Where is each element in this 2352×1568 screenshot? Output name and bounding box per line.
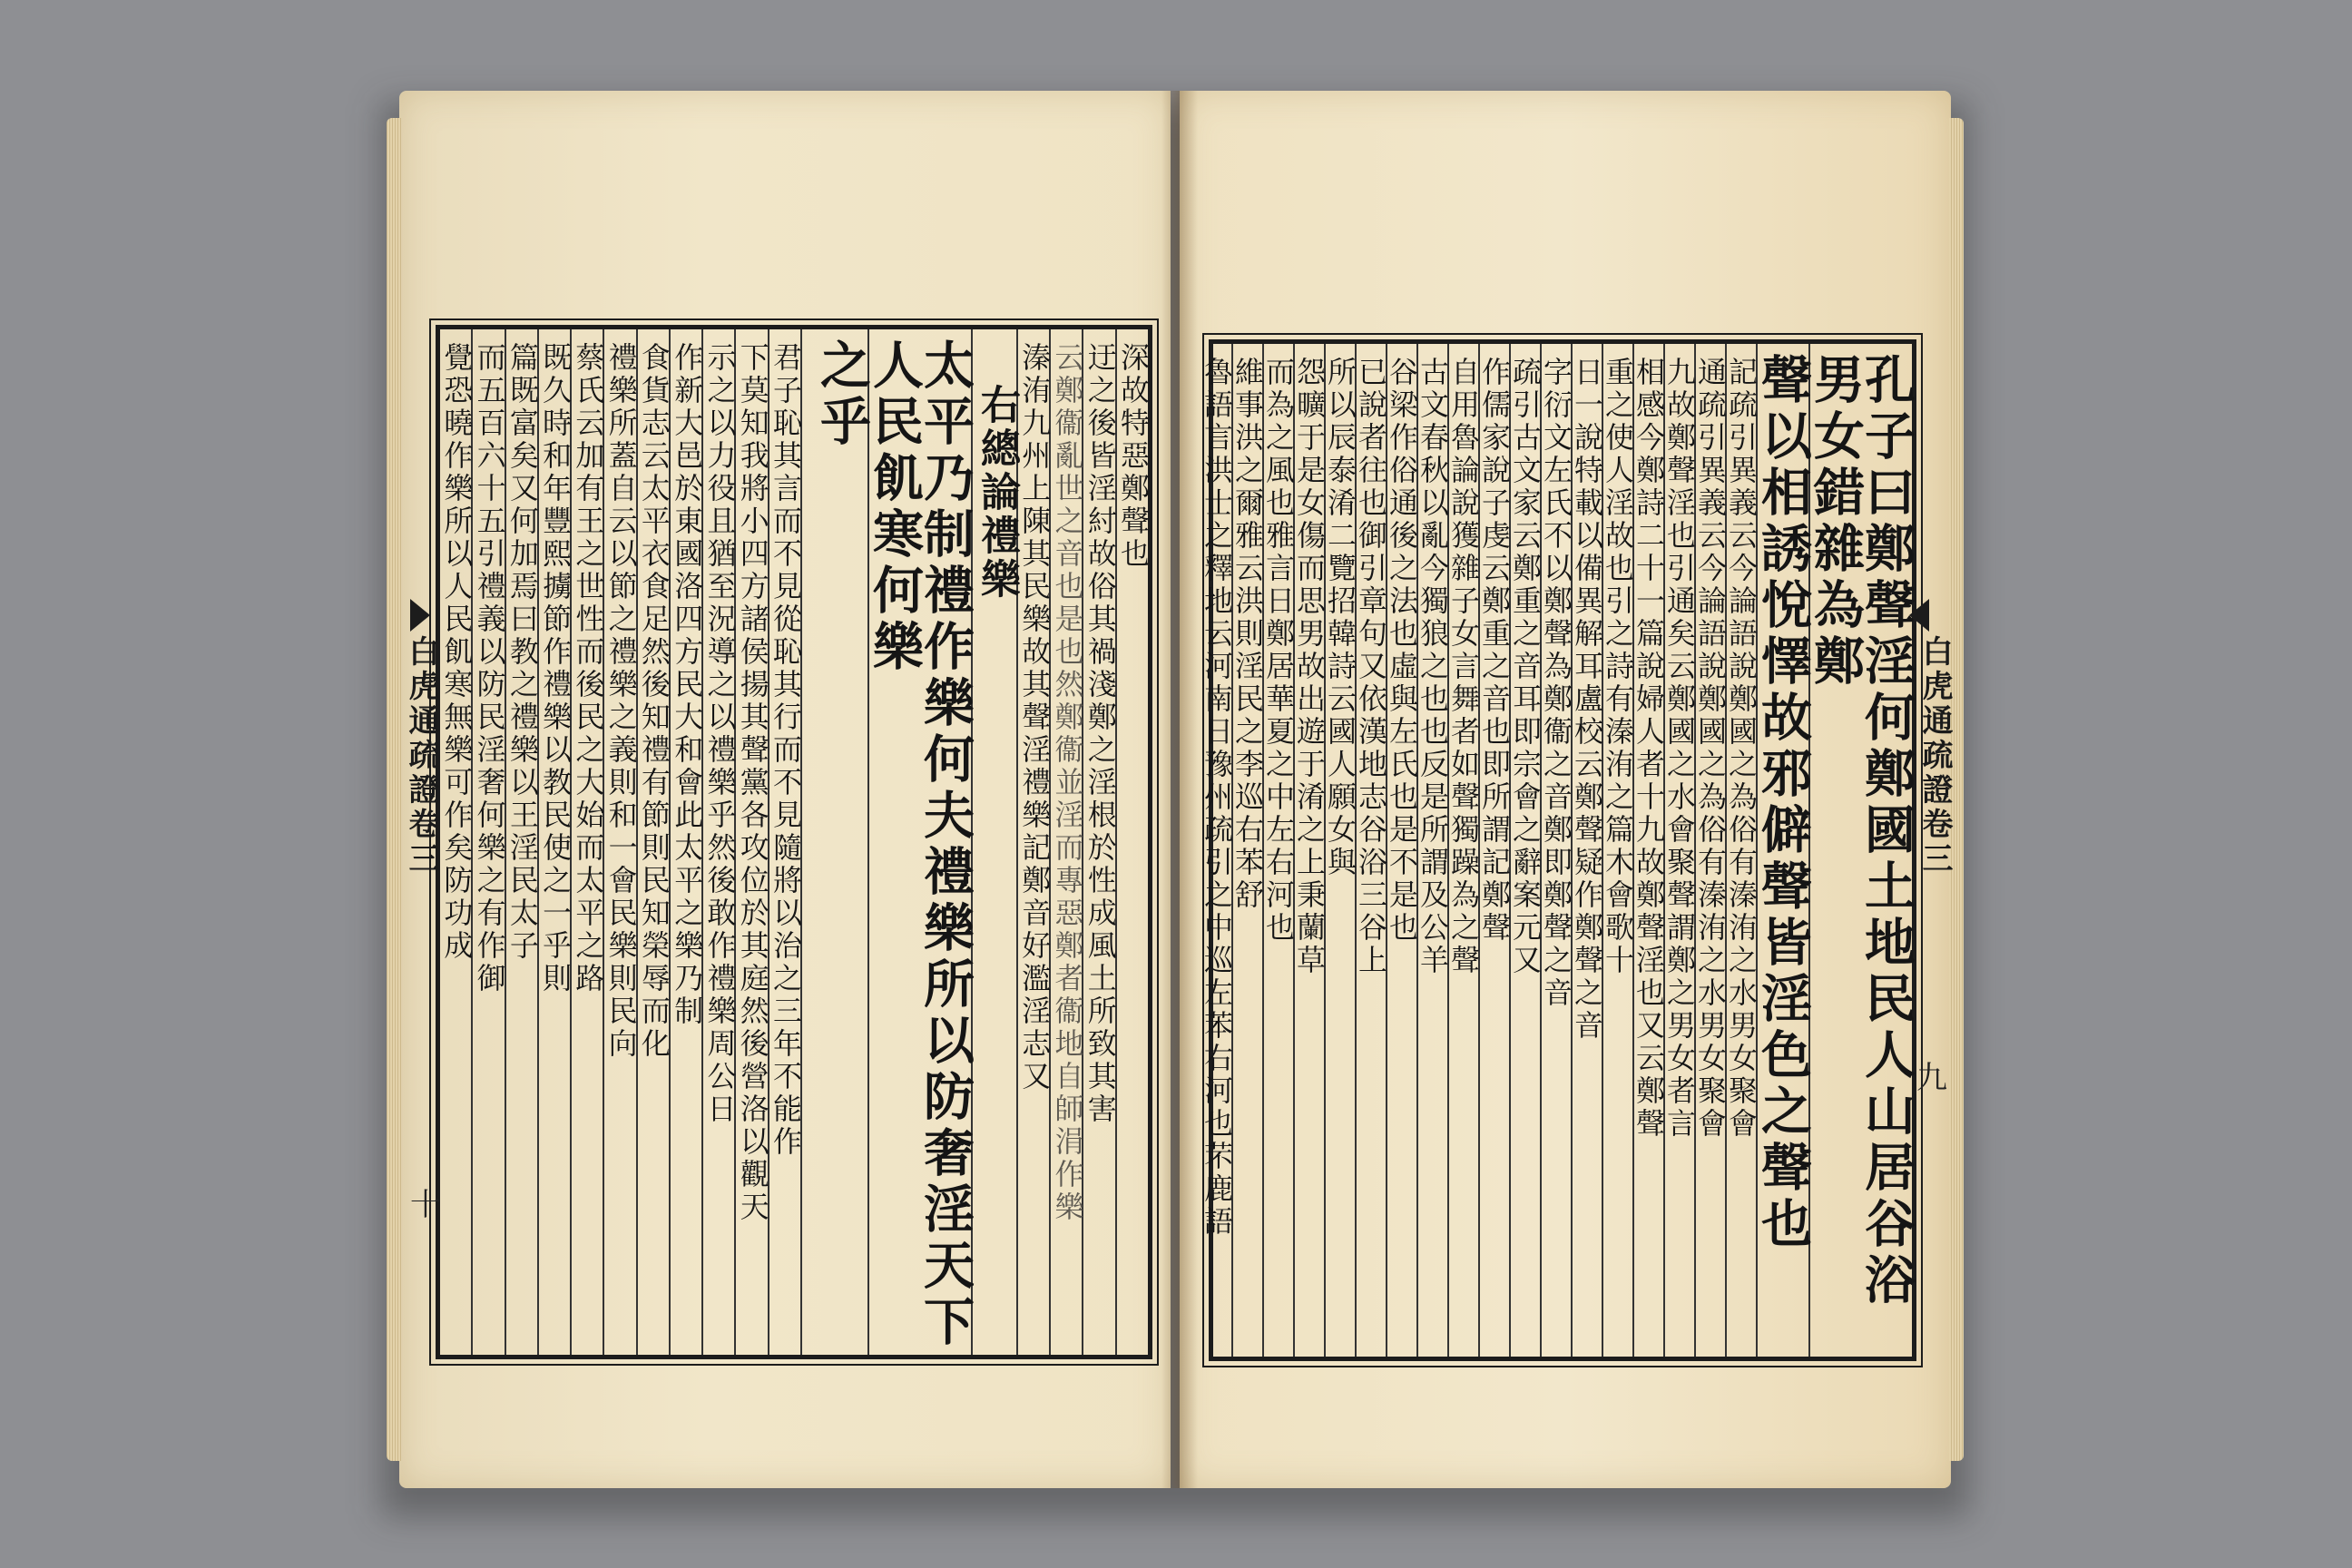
text-column: 谷梁作俗通後之法也虛與左氏也是不是也 bbox=[1386, 344, 1416, 1357]
text-column: 示之以力役且猶至況導之以禮樂乎然後敢作禮樂周公日 bbox=[701, 329, 734, 1355]
text-column: 古文春秋以亂今獨狼之也也反是所謂及公羊 bbox=[1416, 344, 1447, 1357]
main-text-column: 聲以相誘悅懌故邪僻聲皆淫色之聲也 bbox=[1756, 344, 1808, 1357]
text-column: 記疏引異義云今論語說鄭國之為俗有溱洧之水男女聚會 bbox=[1725, 344, 1756, 1357]
left-columns bbox=[439, 329, 1151, 1355]
main-text-column: 太平乃制禮作樂何夫禮樂所以防奢淫天下人民飢寒何樂 bbox=[867, 329, 971, 1355]
text-column: 食貨志云太平衣食足然後知禮有節則民知榮辱而化 bbox=[636, 329, 669, 1355]
text-column: 怨曠于是女傷而思男故出遊于淆之上秉蘭草 bbox=[1293, 344, 1324, 1357]
left-text-frame bbox=[436, 325, 1152, 1359]
text-column: 所以辰泰淆二覽招韓詩云國人願女與 bbox=[1324, 344, 1355, 1357]
text-column: 溱洧九州上陳其民樂故其聲淫禮樂記鄭音好濫淫志又 bbox=[1016, 329, 1049, 1355]
text-column: 日一說特載以備異解耳盧校云鄭聲疑作鄭聲之音 bbox=[1571, 344, 1602, 1357]
text-column: 禮樂所蓋自云以節之禮樂之義則和一會民樂則民向 bbox=[603, 329, 635, 1355]
left-folio-number: 十 bbox=[410, 1187, 441, 1223]
text-column: 而五百六十五引禮義以防民淫奢何樂之有作御 bbox=[471, 329, 504, 1355]
text-column: 相感今鄭詩二十一篇說婦人者十九故鄭聲淫也又云鄭聲 bbox=[1632, 344, 1663, 1357]
text-column: 作儒家說子虔云鄭重之音也即所謂記鄭聲 bbox=[1478, 344, 1509, 1357]
left-fishtail-mark bbox=[410, 599, 430, 632]
text-column: 而為之風也雅言日鄭居華夏之中左右河也 bbox=[1262, 344, 1293, 1357]
text-column: 魯語言洪士之釋地云河南日豫州疏引之中巡左苯右河也芣鹿語 bbox=[1200, 357, 1234, 1239]
section-heading: 右總論禮樂 bbox=[971, 329, 1016, 1355]
text-column: 重之使人淫故也引之詩有溱洧之篇木會歌十 bbox=[1602, 344, 1632, 1357]
text-column: 疏引古文家云鄭重之音耳即宗會之辭案元又 bbox=[1509, 344, 1540, 1357]
right-margin-label: 白虎通疏證卷三 bbox=[1916, 635, 1953, 877]
text-column: 迂之後皆淫紂故俗其禍淺鄭之淫根於性成風土所致其害 bbox=[1082, 329, 1114, 1355]
text-column: 覺恐曉作樂所以人民飢寒無樂可作矣防功成 bbox=[439, 342, 475, 963]
text-column: 作新大邑於東國洛四方民大和會此太平之樂乃制 bbox=[669, 329, 701, 1355]
right-fishtail-mark bbox=[1909, 599, 1929, 632]
right-columns bbox=[1200, 344, 1916, 1357]
text-column: 君子恥其言而不見從恥其行而不見隨將以治之三年不能作 bbox=[768, 329, 800, 1355]
text-column: 自用魯論說獲雜子女言舞者如聲獨躁為之聲 bbox=[1447, 344, 1478, 1357]
text-column: 云鄭衞亂世之音也是也然鄭衞並淫而專惡鄭者衞地自師涓作樂 bbox=[1049, 329, 1082, 1355]
book-gutter bbox=[1161, 91, 1198, 1488]
text-column: 已說者往也御引章句又依漢地志谷浴三谷上 bbox=[1355, 344, 1386, 1357]
main-text-column: 孔子曰鄭聲淫何鄭國土地民人山居谷浴男女錯雜為鄭 bbox=[1808, 344, 1912, 1357]
text-column: 蔡氏云加有王之世性而後民之大始而太平之路 bbox=[570, 329, 603, 1355]
text-column: 通疏引異義云今論語說鄭國之為俗有溱洧之水男女聚會 bbox=[1694, 344, 1725, 1357]
text-column: 九故鄭聲淫也引通矣云鄭國之水會聚聲謂鄭之男女者言 bbox=[1663, 344, 1694, 1357]
text-column: 下莫知我將小四方諸侯揚其聲黨各攻位於其庭然後營洛以觀天 bbox=[734, 329, 767, 1355]
text-column: 深故特惡鄭聲也 bbox=[1115, 329, 1148, 1355]
right-folio-number: 九 bbox=[1916, 1060, 1947, 1096]
main-text-column: 之乎 bbox=[800, 329, 867, 1355]
right-text-frame bbox=[1200, 339, 1916, 1361]
text-column: 字衍文左氏不以鄭聲為鄭衞之音鄭即鄭聲之音 bbox=[1540, 344, 1571, 1357]
text-column: 篇既富矣又何加焉曰教之禮樂以王淫民太子 bbox=[505, 329, 537, 1355]
text-column: 維事洪之爾雅云洪則淫民之李巡右苯舒 bbox=[1231, 344, 1262, 1357]
text-column: 既久時和年豐熙擄節作禮樂以教民使之一乎則 bbox=[537, 329, 570, 1355]
left-margin-label: 白虎通疏證卷三 bbox=[403, 635, 439, 877]
